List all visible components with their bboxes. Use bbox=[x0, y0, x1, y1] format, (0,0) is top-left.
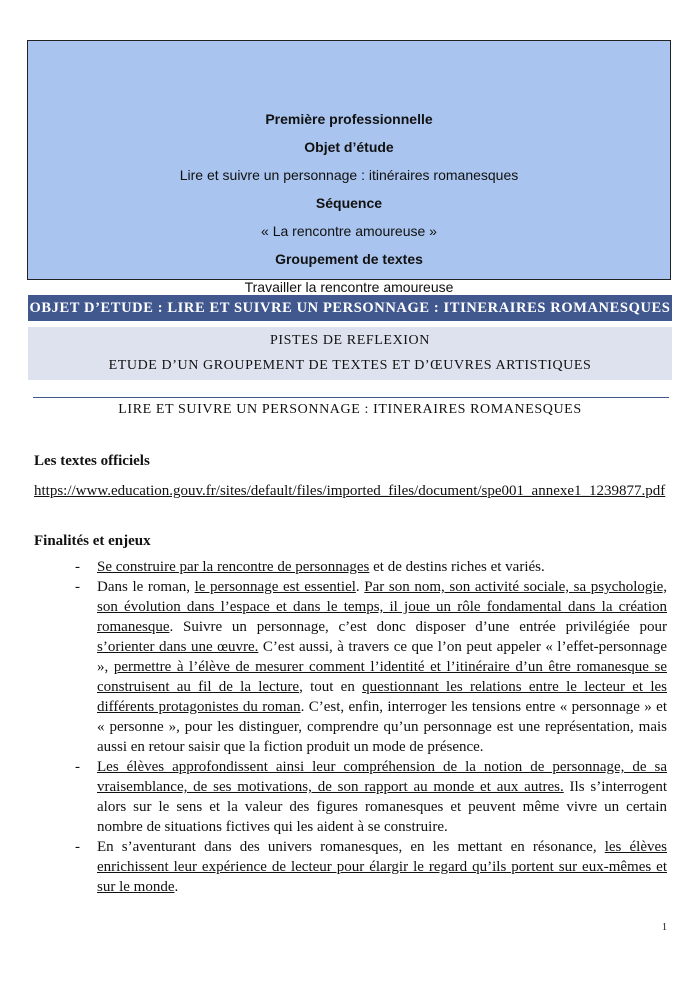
bullet-text-segment: et de destins riches et variés. bbox=[369, 559, 545, 575]
pistes-box bbox=[28, 327, 672, 380]
bullet-text-segment: les élèves enrichissent leur expérience de lecteur pour élargir le regard qu’ils portent sur eux-mêmes et sur le monde bbox=[97, 839, 667, 895]
title-sequence-value: « La rencontre amoureuse » bbox=[261, 223, 437, 239]
bullet-text-segment: le personnage est essentiel bbox=[194, 579, 356, 595]
bullet-text-segment: . C’est, enfin, interroger les tensions entre « personnage » et « personne », pour les distinguer, comprendre qu’un personnage est une représentation, mais aussi en retour saisir que la fiction produit un mode de présence. bbox=[97, 699, 667, 755]
title-object-value: Lire et suivre un personnage : itinéraires romanesques bbox=[179, 167, 519, 183]
bullet-text-segment: En s’aventurant dans des univers romanesques, en les mettant en résonance, bbox=[97, 839, 605, 855]
goals-list bbox=[0, 557, 700, 897]
title-group-label: Groupement de textes bbox=[275, 251, 423, 267]
goal-list-item bbox=[0, 577, 667, 757]
bullet-text-segment: Les élèves approfondissent ainsi leur compréhension de la notion de personnage, de sa vraisemblance, de ses motivations, de son rapport au monde et aux autres. bbox=[97, 759, 667, 795]
title-group-value: Travailler la rencontre amoureuse bbox=[244, 279, 454, 295]
bullet-text-segment: permettre à l’élève de mesurer comment l’identité et l’itinéraire d’un être romanesque se construisent au fil de la lecture bbox=[97, 659, 667, 695]
pistes-line-2: ETUDE D’UN GROUPEMENT DE TEXTES ET D’ŒUVRES ARTISTIQUES bbox=[108, 358, 592, 373]
goal-list-item bbox=[0, 557, 667, 577]
bullet-dash: - bbox=[75, 559, 80, 575]
official-texts-heading: Les textes officiels bbox=[34, 453, 150, 469]
title-object-label: Objet d’étude bbox=[304, 139, 394, 155]
title-sequence-label: Séquence bbox=[315, 195, 383, 211]
title-box bbox=[27, 40, 671, 295]
bullet-text-segment: Se construire par la rencontre de personnages bbox=[97, 559, 370, 575]
bullet-text-segment: Par son nom, son activité sociale, sa psychologie, son évolution dans l’espace et dans le temps, il joue un rôle fondamental dans la création romanesque bbox=[97, 579, 667, 635]
link-text[interactable]: https://www.education.gouv.fr/sites/default/files/imported_files/document/spe001_annexe1_1239877.pdf bbox=[34, 483, 666, 499]
bullet-text-segment: Ils s’interrogent alors sur le sens et la valeur des figures romanesques et peuvent même vivre un certain nombre de situations fictives qui les aident à se construire. bbox=[97, 779, 667, 835]
bullet-text-segment: , tout en bbox=[299, 679, 363, 695]
bullet-text-segment: . bbox=[174, 879, 179, 895]
title-level: Première professionnelle bbox=[265, 111, 433, 127]
bullet-text-segment: C’est aussi, à travers ce que l’on peut appeler « l’effet-personnage », bbox=[97, 639, 667, 675]
bullet-text-segment: Dans le roman, bbox=[97, 579, 195, 595]
divider bbox=[33, 397, 669, 398]
bullet-text-segment: questionnant les relations entre le lecteur et les différents protagonistes du roman bbox=[97, 679, 668, 715]
goal-list-item bbox=[0, 757, 667, 837]
bullet-dash: - bbox=[75, 579, 80, 595]
bullet-text-segment: . Suivre un personnage, c’est donc disposer d’une entrée privilégiée pour bbox=[169, 619, 667, 635]
goals-heading: Finalités et enjeux bbox=[34, 533, 151, 549]
study-object-banner: OBJET D’ETUDE : LIRE ET SUIVRE UN PERSONNAGE : ITINERAIRES ROMANESQUES bbox=[28, 295, 672, 321]
section-subtitle: LIRE ET SUIVRE UN PERSONNAGE : ITINERAIRES ROMANESQUES bbox=[118, 402, 582, 417]
bullet-text-segment: s’orienter dans une œuvre. bbox=[97, 639, 259, 655]
pistes-line-1: PISTES DE REFLEXION bbox=[270, 333, 430, 348]
bullet-text-segment: . bbox=[355, 579, 365, 595]
goal-list-item bbox=[0, 837, 667, 897]
page-number: 1 bbox=[662, 922, 667, 933]
bullet-dash: - bbox=[75, 759, 80, 775]
bullet-dash: - bbox=[75, 839, 80, 855]
official-texts-link[interactable] bbox=[34, 481, 670, 501]
